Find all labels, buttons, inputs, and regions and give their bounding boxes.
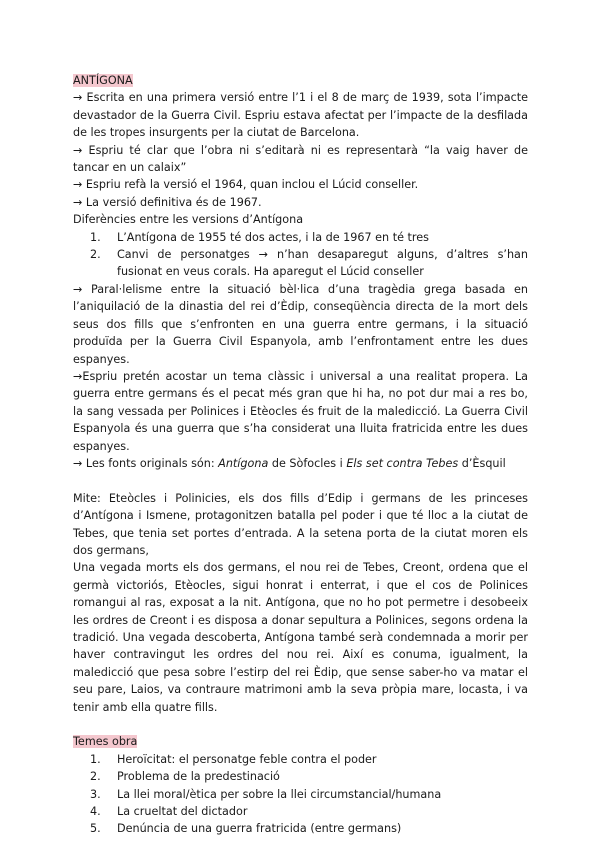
paragraph: → Paral·lelisme entre la situació bèl·lica d’una tragèdia grega basada en l’aniquilació de la dinastia del rei d’Èdip, conseqüència directa de la mort dels seus dos fills que s’enfronten en una guerra entre germans, i la situació produïda per la Guerra Civil Espanyola, amb l’enfrontament entre les dues espanyes. <box>73 282 528 366</box>
list-item: 2. Canvi de personatges → n’han desaparegut alguns, d’altres s’han fusionat en veus corals. Ha aparegut el Lúcid conseller <box>90 248 528 279</box>
spacer <box>73 716 528 733</box>
list-item: 3. La llei moral/ètica per sobre la llei circumstancial/humana <box>90 787 442 801</box>
intro-line: → La versió definitiva és de 1967. <box>73 195 262 209</box>
document-body <box>73 72 528 838</box>
myth-paragraph: Mite: Eteòcles i Polinicies, els dos fills d’Edip i germans de les princeses d’Antígona i Ismene, protagonitzen batalla pel poder i que té lloc a la ciutat de Tebes, que tenia set portes d’entrada. A la setena porta de la ciutat moren els dos germans, <box>73 491 528 557</box>
differences-list <box>73 229 528 281</box>
list-item: 5. Denúncia de una guerra fratricida (entre germans) <box>90 822 402 836</box>
list-item: 1. L’Antígona de 1955 té dos actes, i la de 1967 en té tres <box>90 230 429 244</box>
differences-heading: Diferències entre les versions d’Antígona <box>73 213 304 227</box>
sources-line: → Les fonts originals són: Antígona de Sòfocles i Els set contra Tebes d’Èsquil <box>73 456 506 470</box>
list-item: 1. Heroïcitat: el personatge feble contra el poder <box>90 752 377 766</box>
page-title: ANTÍGONA <box>73 74 133 87</box>
themes-heading: Temes obra <box>73 735 138 749</box>
list-item: 4. La crueltat del dictador <box>90 805 248 819</box>
list-item: 2. Problema de la predestinació <box>90 770 280 784</box>
paragraph: →Espriu pretén acostar un tema clàssic i universal a una realitat propera. La guerra entre germans és el pecat més gran que hi ha, no pot dur mai a res bo, la sang vessada per Polinices i Etèocles és fruit de la maledicció. La Guerra Civil Espanyola és una guerra que s’ha considerat una lluita fratricida entre les dues espanyes. <box>73 369 528 453</box>
themes-list <box>73 751 528 838</box>
intro-line: → Escrita en una primera versió entre l’1 i el 8 de març de 1939, sota l’impacte devastador de la Guerra Civil. Espriu estava afectat per l’impacte de la desfilada de les tropes insurgents per la ciutat de Barcelona. <box>73 91 528 140</box>
intro-line: → Espriu refà la versió el 1964, quan inclou el Lúcid conseller. <box>73 178 419 192</box>
spacer <box>73 472 528 489</box>
myth-paragraph: Una vegada morts els dos germans, el nou rei de Tebes, Creont, ordena que el germà victoriós, Etèocles, sigui honrat i enterrat, i que el cos de Polinices romangui al ras, exposat a la nit. Antígona, que no ho pot permetre i desobeeix les ordres de Creont i es disposa a donar sepultura a Polinices, segons ordena la tradició. Una vegada descoberta, Antígona també serà condemnada a morir per haver contravingut les ordres del nou rei. Així es conuma, igualment, la maledicció que pesa sobre l’estirp del rei Èdip, que sense saber-ho va matar el seu pare, Laios, va contraure matrimoni amb la seva pròpia mare, locasta, i va tenir amb ella quatre fills. <box>73 561 528 714</box>
intro-line: → Espriu té clar que l’obra ni s’editarà ni es representarà “la vaig haver de tancar en un calaix” <box>73 143 528 175</box>
